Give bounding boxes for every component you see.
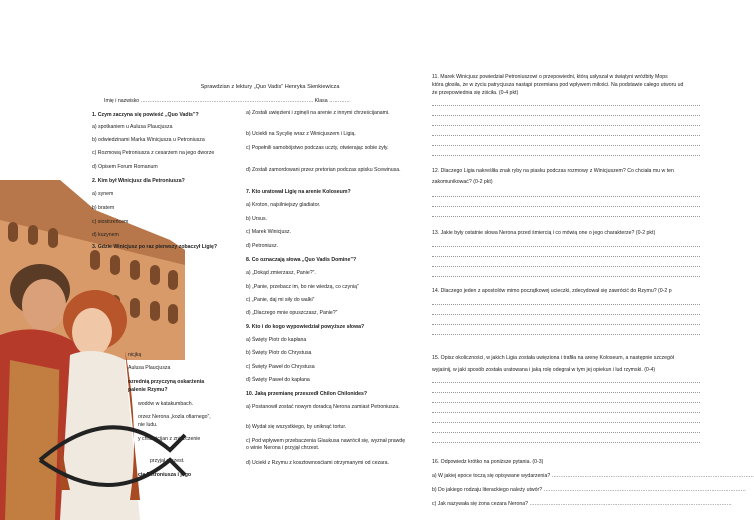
answer-line (432, 105, 700, 106)
question-11-cont: która głosiła, że w życiu patrycjusza nastąpi przemiana pod wpływem miłości. Na podstawie całego utworu ud (432, 82, 684, 88)
question-15-cont: wyjaśnij, w jaki sposób została uratowana i jaką rolę odegrał w tym jej opiekun i lud rzymski. (0-4) (432, 367, 656, 373)
answer-option: c) „Panie, daj mi siły do walki” (246, 297, 315, 303)
answer-line (432, 422, 700, 423)
answer-line (432, 412, 700, 413)
answer-option: c) Święty Paweł do Chrystusa (246, 364, 315, 370)
question-9: 9. Kto i do kogo wypowiedział powyższe słowa? (246, 324, 365, 330)
question-16b: b) Do jakiego rodzaju literackiego należy utwór? ……………………………………………………………………………………………………… (432, 487, 746, 493)
question-14: 14. Dlaczego jeden z apostolów mimo początkowej ucieczki, zdecydował się zawrócić do Rzymu? (0-2 p (432, 288, 672, 294)
couple-image (0, 264, 140, 520)
question-16: 16. Odpowiedz krótko na poniższe pytania. (0-3) (432, 459, 544, 465)
answer-option: b) bratem (92, 205, 115, 211)
answer-option: y chrześcijan z zniszczenie (138, 436, 201, 442)
answer-option: d) Święty Paweł do kapłana (246, 377, 310, 383)
answer-option: d) Petroniusz. (246, 243, 279, 249)
answer-option: b) Ursus. (246, 216, 268, 222)
answer-line (432, 135, 700, 136)
answer-option: a) Święty Piotr do kapłana (246, 337, 307, 343)
answer-option: c) Rozmową Petroniusza z cesarzem na jego dworze (92, 150, 215, 156)
answer-line (432, 382, 700, 383)
question-1: 1. Czym zaczyna się powieść „Quo Vadis”? (92, 112, 199, 118)
name-class-field: Imię i nazwisko ………………………………………………………………………………………. Klasa ………… (104, 98, 350, 104)
question-13: 13. Jakie były ostatnie słowa Nerona przed śmiercią i co mówią one o jego charakterze? (0-2 pkt) (432, 230, 656, 236)
answer-option: d) Uciekł z Rzymu z kosztownosćiami otrzymanymi od cezara. (246, 460, 389, 466)
answer-line (432, 314, 700, 315)
answer-option: d) Opisem Forum Romanum (92, 164, 158, 170)
question-7: 7. Kto uratował Ligię na arenie Koloseum? (246, 189, 351, 195)
answer-option: c) Marek Winicjusz. (246, 229, 291, 235)
answer-option: a) spotkaniem u Aulusa Plaucjusza (92, 124, 173, 130)
answer-line (432, 442, 700, 443)
answer-line (432, 206, 700, 207)
answer-option: nicjką (128, 352, 142, 358)
question-2: 2. Kim był Winicjusz dla Petroniusza? (92, 178, 185, 184)
answer-option: b) Święty Piotr do Chrystusa (246, 350, 312, 356)
question-4: ozrednią przyczyną oskarżenia (128, 379, 205, 385)
answer-line (432, 145, 700, 146)
answer-option: orzez Nerona „kozla ofiarnego”, (138, 414, 211, 420)
answer-line (432, 196, 700, 197)
question-16c: c) Jak nazywała się żona cezara Nerona? ……………………………………………………………………………………………………… (432, 501, 732, 507)
answer-option: c) siostrzeńcem (92, 219, 129, 225)
answer-option: c) Popełnili samobójstwo podczas uczty, otwierając sobie żyły. (246, 145, 389, 151)
answer-option: d) Zostali zamordowani przez pretorian podczas spisku Scewinusa. (246, 167, 401, 173)
question-12-cont: zakomunikować? (0-2 pkt) (432, 179, 493, 185)
question-3: 3. Gdzie Winicjusz po raz pierwszy zobaczył Ligię? (92, 244, 218, 250)
answer-option: a) „Dokąd zmierzasz, Panie?”. (246, 270, 316, 276)
answer-option: b) Wydał się wszystkiego, by uniknąć tortur. (246, 424, 347, 430)
answer-line (432, 276, 700, 277)
answer-option: a) Zostali uwięzieni i zginęli na arenie z innymi chrześcijanami. (246, 110, 390, 116)
question-8: 8. Co oznaczają słowa „Quo Vadis Domine”? (246, 257, 357, 263)
answer-option: przyjął chrzest. (150, 458, 185, 464)
answer-option: d) kuzynem (92, 232, 119, 238)
answer-line (432, 266, 700, 267)
answer-option: b) „Panie, przebacz im, bo nie wiedzą, co czynią” (246, 284, 359, 290)
question-15: 15. Opisz okoliczności, w jakich Ligia została uwięziona i trafiła na arenę Koloseum, a następnie szczegół (432, 355, 674, 361)
answer-line (432, 256, 700, 257)
answer-line (432, 402, 700, 403)
answer-option: d) „Dlaczego mnie opuszczasz, Panie?” (246, 310, 338, 316)
answer-line (432, 324, 700, 325)
answer-option: wodów w katakumbach. (138, 401, 194, 407)
question-12: 12. Dlaczego Ligia nakreśliła znak ryby na piasku podczas rozmowy z Winicjuszem? Co chciała mu w ten (432, 168, 674, 174)
answer-line (432, 216, 700, 217)
answer-option: c) Pod wpływem przebaczenia Glaukusa nawrócił się, wyznał prawdę o winie Nerona i przyjął chrzest. (246, 438, 406, 451)
answer-line (432, 246, 700, 247)
question-10: 10. Jaką przemianę przeszedł Chilon Chilonides? (246, 391, 368, 397)
answer-line (432, 304, 700, 305)
answer-option: a) synem (92, 191, 114, 197)
answer-line (432, 334, 700, 335)
answer-option: b) Uciekli na Sycylię wraz z Winicjuszem i Ligią. (246, 131, 356, 137)
answer-option: a) Postanowił zostać nowym doradcą Nerona zamiast Petroniusza. (246, 404, 400, 410)
answer-line (432, 115, 700, 116)
answer-line (432, 392, 700, 393)
question-11: 11. Marek Winicjusz powiedział Petroniuszowi o przepowiedni, którą usłyszał w świątyni wróżbity Mops (432, 74, 668, 80)
answer-line (432, 432, 700, 433)
answer-option-cont: nie ludu. (138, 422, 158, 428)
answer-option: a) Kroton, najsilniejszy gladiator. (246, 202, 321, 208)
question-5-partial: cie Petroniusza i jego (138, 472, 192, 478)
question-4-cont: palenie Rzymu? (128, 387, 168, 393)
question-11-cont: że przepowiednia się ziściła. (0-4 pkt) (432, 90, 519, 96)
answer-line (432, 155, 700, 156)
answer-option: Aulusa Plaucjusza (128, 365, 171, 371)
worksheet-title: Sprawdzian z lektury „Quo Vadis” Henryka Sienkiewicza (200, 84, 340, 90)
answer-option: b) odwiedzinami Marka Winicjusza u Petroniusza (92, 137, 205, 143)
answer-line (432, 125, 700, 126)
question-16a: a) W jakiej epoce toczą się opisywane wydarzenia? ……………………………………………………………………………………………………… (432, 473, 754, 479)
